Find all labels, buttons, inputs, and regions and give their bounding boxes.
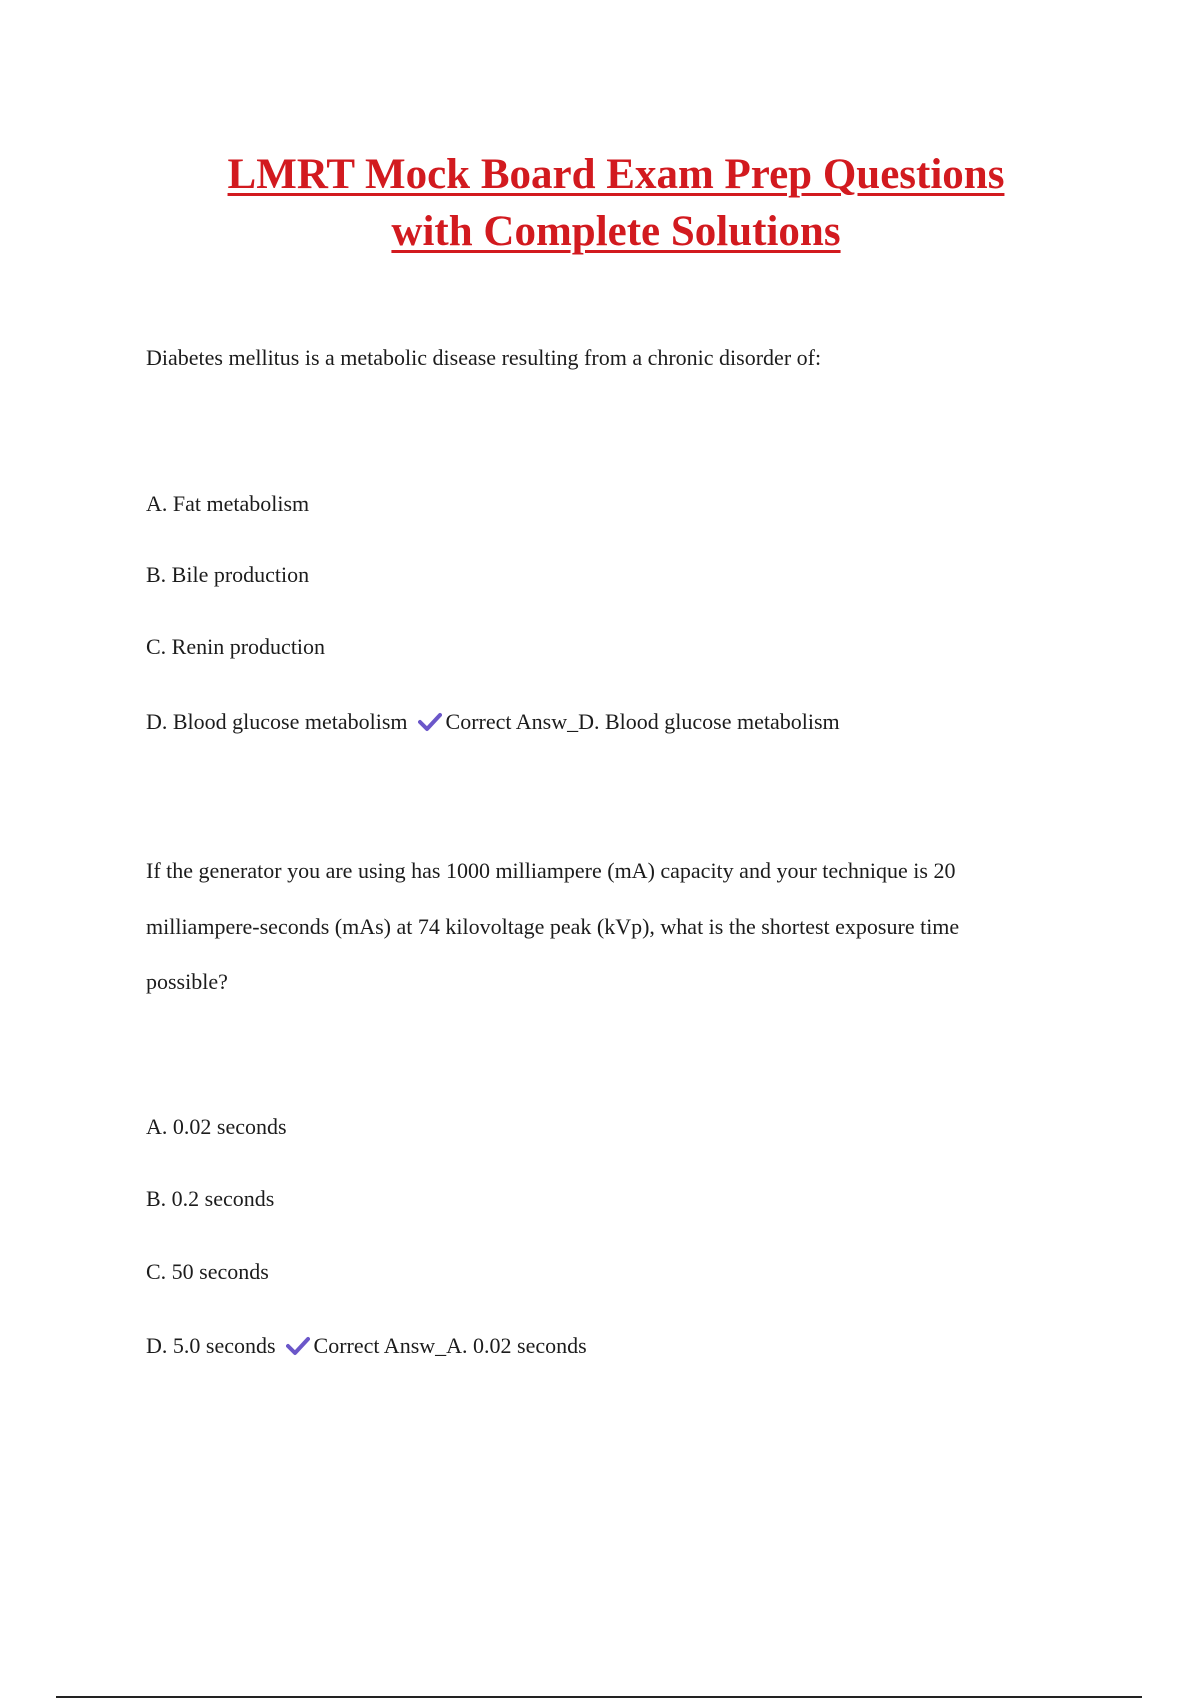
question-2-option-d: D. 5.0 seconds — [146, 1333, 276, 1358]
title-line-2: with Complete Solutions — [391, 208, 841, 255]
question-2-option-c: C. 50 seconds — [146, 1259, 269, 1284]
question-2-option-a: A. 0.02 seconds — [146, 1114, 287, 1139]
question-2-stem-line-2: milliampere-seconds (mAs) at 74 kilovoltage peak (kVp), what is the shortest exposure time — [146, 914, 960, 939]
title-line-1: LMRT Mock Board Exam Prep Questions — [227, 151, 1005, 198]
question-2-option-b: B. 0.2 seconds — [146, 1186, 275, 1211]
question-2-answer: Correct Answ_A. 0.02 seconds — [313, 1333, 587, 1358]
document-title — [100, 146, 1132, 260]
checkmark-icon — [418, 712, 442, 732]
question-1-option-b: B. Bile production — [146, 562, 310, 587]
question-2-stem-line-1: If the generator you are using has 1000 milliampere (mA) capacity and your technique is 20 — [146, 858, 956, 883]
question-2-stem-line-3: possible? — [146, 969, 228, 994]
question-2-option-d-row — [146, 1332, 587, 1360]
question-1-option-c: C. Renin production — [146, 634, 326, 659]
question-1-answer: Correct Answ_D. Blood glucose metabolism — [445, 709, 840, 734]
checkmark-icon — [286, 1336, 310, 1356]
footer-divider — [56, 1696, 1142, 1698]
question-1-option-d-row — [146, 708, 840, 736]
question-1-option-d: D. Blood glucose metabolism — [146, 709, 408, 734]
question-1-stem: Diabetes mellitus is a metabolic disease resulting from a chronic disorder of: — [146, 345, 822, 370]
question-1-option-a: A. Fat metabolism — [146, 491, 310, 516]
